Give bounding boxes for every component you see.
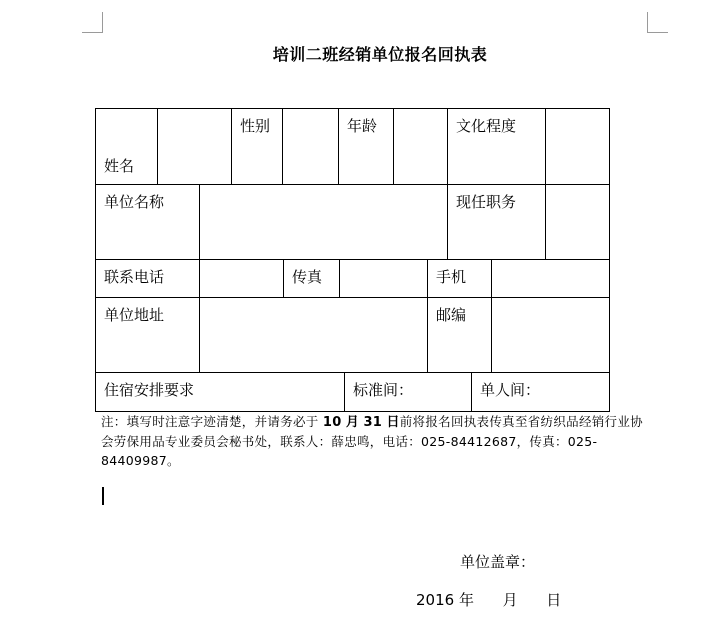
registration-form-table — [95, 108, 610, 412]
note-day: 31 — [363, 415, 383, 430]
position-value-cell[interactable] — [545, 184, 610, 260]
education-label-cell — [447, 108, 546, 185]
position-label: 现任职务 — [456, 193, 517, 211]
company-label-cell — [95, 184, 200, 260]
position-label-cell — [447, 184, 546, 260]
phone-value-cell[interactable] — [199, 259, 284, 298]
date-year: 2016 — [416, 591, 455, 609]
gender-value-cell[interactable] — [282, 108, 339, 185]
standard-room-label: 标准间： — [353, 381, 414, 399]
text-cursor — [102, 487, 104, 505]
company-value-cell[interactable] — [199, 184, 448, 260]
note-month-unit: 月 — [345, 415, 360, 430]
single-room-label: 单人间： — [480, 381, 541, 399]
age-label: 年龄 — [347, 117, 378, 135]
phone-label: 联系电话 — [104, 268, 165, 286]
crop-mark-top-left — [82, 12, 103, 33]
gender-label-cell — [231, 108, 283, 185]
postcode-label-cell — [427, 297, 492, 373]
gender-label: 性别 — [240, 117, 271, 135]
crop-mark-top-right — [647, 12, 668, 33]
company-label: 单位名称 — [104, 193, 165, 211]
mobile-value-cell[interactable] — [491, 259, 610, 298]
phone-label-cell — [95, 259, 200, 298]
fax-label-cell — [283, 259, 340, 298]
name-label-cell — [95, 108, 158, 185]
address-value-cell[interactable] — [199, 297, 428, 373]
date-day-unit: 日 — [546, 591, 562, 609]
date-year-unit: 年 — [458, 591, 474, 609]
mobile-label-cell — [427, 259, 492, 298]
education-label: 文化程度 — [456, 117, 517, 135]
postcode-label: 邮编 — [436, 306, 467, 324]
fax-label: 传真 — [292, 268, 323, 286]
lodging-label-cell — [95, 372, 345, 412]
note-month: 10 — [322, 415, 342, 430]
lodging-label: 住宿安排要求 — [104, 381, 195, 399]
date-month-unit: 月 — [502, 591, 518, 609]
company-seal-label: 单位盖章： — [460, 553, 536, 571]
age-label-cell — [338, 108, 394, 185]
single-room-cell[interactable] — [471, 372, 610, 412]
standard-room-cell[interactable] — [344, 372, 472, 412]
fax-value-cell[interactable] — [339, 259, 428, 298]
age-value-cell[interactable] — [393, 108, 448, 185]
address-label: 单位地址 — [104, 306, 165, 324]
note-suffix: 前将报名回执表传真至省纺织品经销行业协会劳保用品专业委员会秘书处，联系人：薛忠鸣，电话：025-84412687，传真：025-84409987。 — [101, 414, 643, 468]
mobile-label: 手机 — [436, 268, 467, 286]
postcode-value-cell[interactable] — [491, 297, 610, 373]
note-day-unit: 日 — [386, 415, 400, 430]
address-label-cell — [95, 297, 200, 373]
date-line — [416, 589, 561, 610]
name-value-cell[interactable] — [157, 108, 232, 185]
instruction-note — [101, 412, 649, 470]
education-value-cell[interactable] — [545, 108, 610, 185]
note-prefix: 注：填写时注意字迹清楚，并请务必于 — [101, 414, 323, 429]
name-label: 姓名 — [104, 157, 135, 175]
document-title: 培训二班经销单位报名回执表 — [272, 45, 488, 64]
